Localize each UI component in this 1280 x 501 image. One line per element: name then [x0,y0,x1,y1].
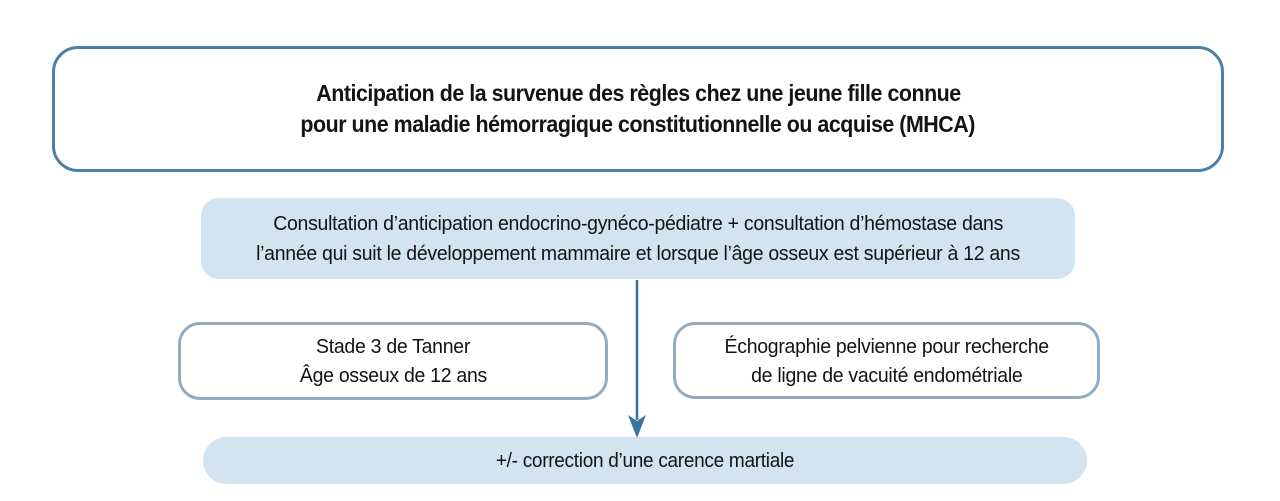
echographie-box [673,322,1100,399]
echographie-line-2: de ligne de vacuité endométriale [750,363,1023,387]
echographie-line-1: Échographie pelvienne pour recherche [724,334,1049,358]
consultation-line-1: Consultation d’anticipation endocrino-gynéco-pédiatre + consultation d’hémostase dans [273,211,1003,235]
correction-text: +/- correction d’une carence martiale [495,449,795,472]
tanner-box [178,322,608,400]
title-line-1: Anticipation de la survenue des règles chez une jeune fille connue [315,80,961,106]
correction-box [203,437,1087,484]
consultation-box [201,198,1075,279]
tanner-line-2: Âge osseux de 12 ans [299,364,487,387]
tanner-line-1: Stade 3 de Tanner [316,335,470,358]
down-arrow-icon [626,280,648,440]
title-line-2: pour une maladie hémorragique constitutionnelle ou acquise (MHCA) [300,111,976,137]
title-box [52,46,1224,172]
consultation-line-2: l’année qui suit le développement mammaire et lorsque l’âge osseux est supérieur à 12 ans [256,241,1020,265]
